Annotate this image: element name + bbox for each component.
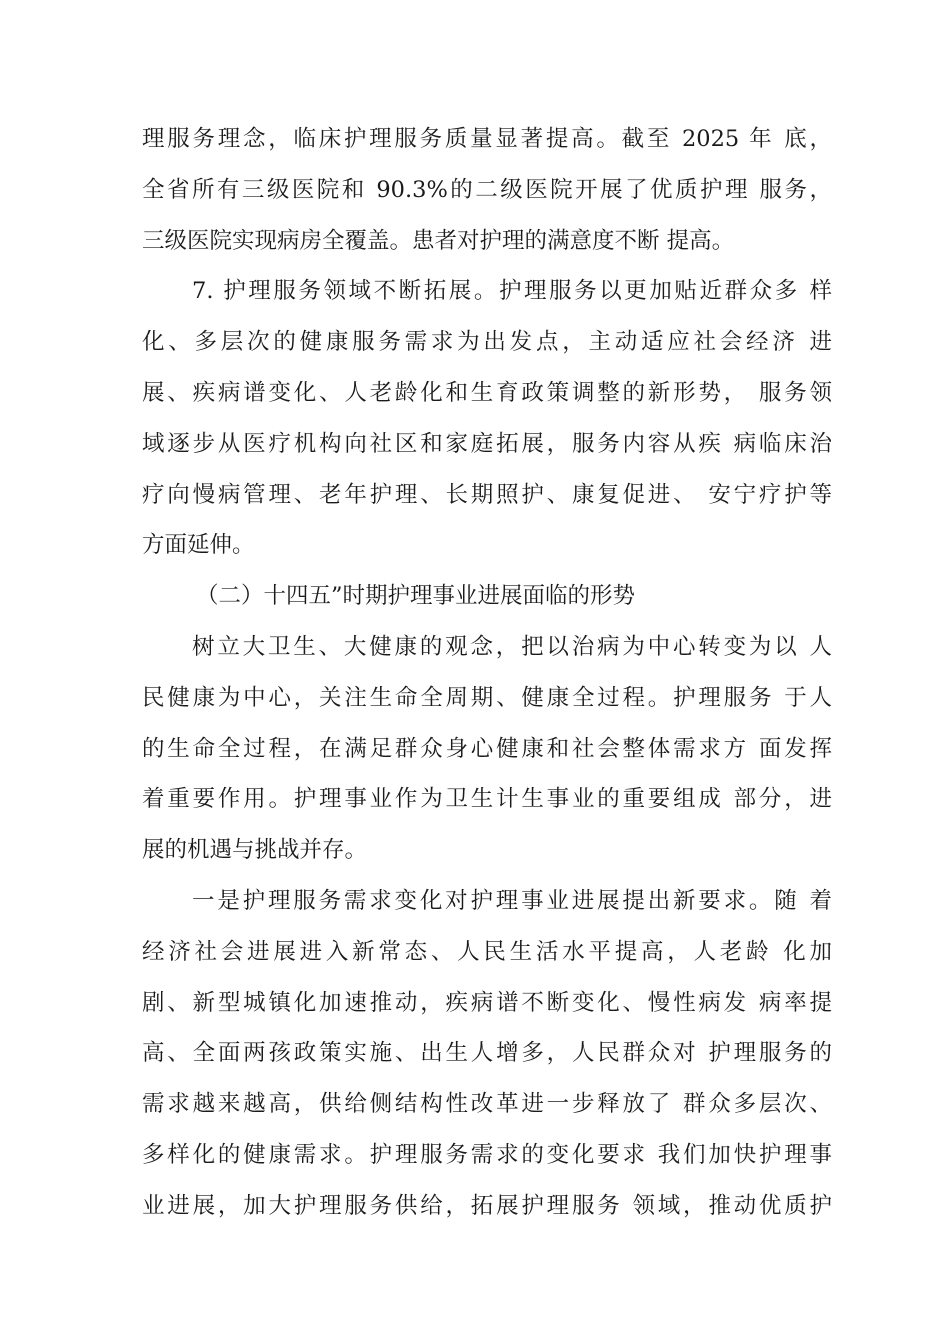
- text-line: 展的机遇与挑战并存。: [142, 837, 368, 864]
- paragraph-continuation: [142, 114, 832, 266]
- paragraph: [142, 876, 832, 1232]
- text-line: 树立大卫生、大健康的观念，把以治病为中心转变为以 人: [192, 633, 832, 660]
- section-heading-text: （二）十四五”时期护理事业进展面临的形势: [196, 583, 636, 610]
- text-line: 需求越来越高，供给侧结构性改革进一步释放了 群众多层次、: [142, 1091, 832, 1118]
- text-line: 理服务理念，临床护理服务质量显著提高。截至 2025 年 底，: [142, 126, 832, 152]
- text-line: 展、疾病谱变化、人老龄化和生育政策调整的新形势， 服务领: [142, 379, 832, 406]
- document-body: [142, 114, 832, 1232]
- paragraph: [142, 622, 832, 876]
- text-line: 民健康为中心，关注生命全周期、健康全过程。护理服务 于人: [142, 684, 832, 711]
- text-line: 7. 护理服务领域不断拓展。护理服务以更加贴近群众多 样: [192, 278, 832, 305]
- text-line: 着重要作用。护理事业作为卫生计生事业的重要组成 部分，进: [142, 786, 832, 813]
- text-line: 经济社会进展进入新常态、人民生活水平提高，人老龄 化加: [142, 938, 832, 965]
- text-line: 全省所有三级医院和 90.3%的二级医院开展了优质护理 服务，: [142, 176, 832, 203]
- text-line: 剧、新型城镇化加速推动，疾病谱不断变化、慢性病发 病率提: [142, 989, 832, 1016]
- paragraph-item-7: [142, 266, 832, 571]
- text-line: 多样化的健康需求。护理服务需求的变化要求 我们加快护理事: [142, 1141, 832, 1168]
- text-line: 的生命全过程，在满足群众身心健康和社会整体需求方 面发挥: [142, 735, 832, 762]
- text-line: 化、多层次的健康服务需求为出发点，主动适应社会经济 进: [142, 329, 832, 356]
- text-line: 业进展，加大护理服务供给，拓展护理服务 领域，推动优质护: [142, 1192, 832, 1219]
- text-line: 方面延伸。: [142, 532, 255, 559]
- text-line: 疗向慢病管理、老年护理、长期照护、康复促进、 安宁疗护等: [142, 481, 832, 508]
- text-line: 域逐步从医疗机构向社区和家庭拓展，服务内容从疾 病临床治: [142, 430, 832, 457]
- text-line: 高、全面两孩政策实施、出生人增多，人民群众对 护理服务的: [142, 1040, 832, 1067]
- text-line: 三级医院实现病房全覆盖。患者对护理的满意度不断 提高。: [142, 227, 735, 254]
- text-line: 一是护理服务需求变化对护理事业进展提出新要求。随 着: [192, 887, 832, 914]
- section-heading: [142, 571, 832, 622]
